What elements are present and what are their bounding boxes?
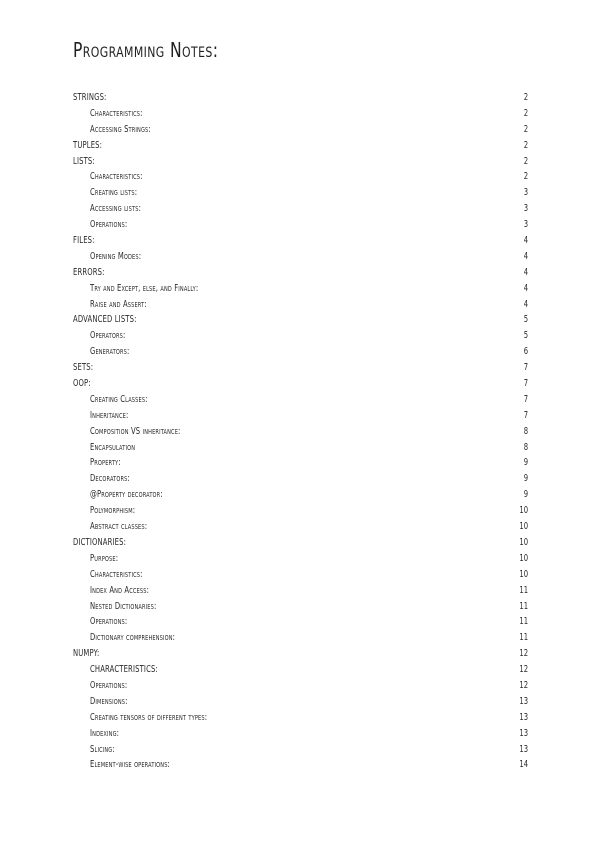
toc-entry-label: @Property decorator: — [90, 489, 163, 501]
toc-entry-label: Abstract classes: — [90, 521, 148, 533]
toc-entry-page-number: 5 — [523, 314, 528, 326]
toc-entry-page-number: 13 — [519, 711, 528, 723]
toc-entry[interactable] — [73, 297, 528, 313]
toc-entry-label: Property: — [90, 457, 121, 469]
toc-entry-page-number: 12 — [519, 648, 528, 660]
toc-entry-label: Opening Modes: — [90, 250, 142, 262]
toc-entry-label: Nested Dictionaries: — [90, 600, 157, 612]
toc-entry-label: Characteristics: — [90, 568, 143, 580]
toc-entry-label: LISTS: — [73, 155, 95, 167]
toc-entry-page-number: 8 — [523, 425, 528, 437]
toc-entry-label: Accessing Strings: — [90, 123, 151, 135]
toc-entry[interactable] — [73, 185, 528, 201]
toc-entry-page-number: 11 — [519, 616, 528, 628]
toc-entry-label: Operations: — [90, 616, 128, 628]
toc-entry-page-number: 7 — [523, 409, 528, 421]
toc-entry-page-number: 13 — [519, 695, 528, 707]
toc-entry-label: Raise and Assert: — [90, 298, 147, 310]
toc-entry-label: Dictionary comprehension: — [90, 632, 176, 644]
toc-entry[interactable] — [73, 694, 528, 710]
toc-entry-label: Operators: — [90, 330, 126, 342]
toc-entry[interactable] — [73, 312, 528, 328]
toc-entry-label: Dimensions: — [90, 695, 128, 707]
toc-entry[interactable] — [73, 757, 528, 773]
toc-entry-page-number: 14 — [519, 759, 528, 771]
toc-entry-label: ERRORS: — [73, 266, 105, 278]
toc-entry-page-number: 4 — [523, 282, 528, 294]
toc-entry-page-number: 10 — [519, 552, 528, 564]
toc-entry[interactable] — [73, 535, 528, 551]
toc-entry[interactable] — [73, 662, 528, 678]
toc-entry-label: Characteristics: — [90, 107, 143, 119]
toc-entry[interactable] — [73, 630, 528, 646]
toc-entry[interactable] — [73, 122, 528, 138]
toc-entry[interactable] — [73, 233, 528, 249]
toc-entry[interactable] — [73, 154, 528, 170]
toc-entry-label: SETS: — [73, 362, 94, 374]
page-title: Programming Notes: — [73, 38, 219, 62]
toc-entry-page-number: 6 — [523, 346, 528, 358]
toc-entry[interactable] — [73, 503, 528, 519]
toc-entry[interactable] — [73, 614, 528, 630]
toc-entry[interactable] — [73, 328, 528, 344]
toc-entry-label: Decorators: — [90, 473, 130, 485]
toc-entry-label: STRINGS: — [73, 92, 107, 103]
toc-entry[interactable] — [73, 726, 528, 742]
toc-entry[interactable] — [73, 265, 528, 281]
toc-entry-page-number: 7 — [523, 362, 528, 374]
toc-entry[interactable] — [73, 138, 528, 154]
toc-entry[interactable] — [73, 519, 528, 535]
toc-entry-page-number: 13 — [519, 743, 528, 755]
toc-entry[interactable] — [73, 455, 528, 471]
toc-entry-page-number: 4 — [523, 250, 528, 262]
toc-entry[interactable] — [73, 742, 528, 758]
toc-entry-label: NUMPY: — [73, 648, 100, 660]
table-of-contents — [73, 90, 528, 773]
toc-entry-page-number: 12 — [519, 664, 528, 676]
toc-entry-page-number: 7 — [523, 393, 528, 405]
toc-entry-label: OOP: — [73, 378, 91, 390]
toc-entry-page-number: 5 — [523, 330, 528, 342]
toc-entry-page-number: 11 — [519, 600, 528, 612]
toc-entry-page-number: 2 — [523, 107, 528, 119]
toc-entry[interactable] — [73, 678, 528, 694]
toc-entry-label: Generators: — [90, 346, 130, 358]
toc-entry-page-number: 10 — [519, 568, 528, 580]
toc-entry-page-number: 11 — [519, 584, 528, 596]
toc-entry-label: Creating tensors of different types: — [90, 711, 208, 723]
toc-entry[interactable] — [73, 583, 528, 599]
toc-entry-page-number: 2 — [523, 155, 528, 167]
toc-entry[interactable] — [73, 487, 528, 503]
toc-entry[interactable] — [73, 90, 528, 106]
toc-entry[interactable] — [73, 360, 528, 376]
toc-entry[interactable] — [73, 551, 528, 567]
toc-entry-label: Inheritance: — [90, 409, 129, 421]
toc-entry-page-number: 13 — [519, 727, 528, 739]
toc-entry-page-number: 9 — [523, 457, 528, 469]
toc-entry-label: Creating lists: — [90, 187, 138, 199]
toc-entry-page-number: 4 — [523, 235, 528, 247]
toc-entry-label: Encapsulation — [90, 441, 136, 453]
toc-entry-page-number: 3 — [523, 203, 528, 215]
toc-entry-page-number: 3 — [523, 219, 528, 231]
toc-entry-label: Index And Access: — [90, 584, 150, 596]
toc-entry-label: CHARACTERISTICS: — [90, 664, 158, 676]
toc-entry-page-number: 11 — [519, 632, 528, 644]
toc-entry-page-number: 4 — [523, 266, 528, 278]
toc-entry-label: Characteristics: — [90, 171, 143, 183]
toc-entry-page-number: 10 — [519, 536, 528, 548]
toc-entry-label: Creating Classes: — [90, 393, 148, 405]
toc-entry-label: Indexing: — [90, 727, 120, 739]
toc-entry[interactable] — [73, 392, 528, 408]
toc-entry[interactable] — [73, 106, 528, 122]
toc-entry-page-number: 2 — [523, 123, 528, 135]
toc-entry-label: Try and Except, else, and Finally: — [90, 282, 199, 294]
toc-entry[interactable] — [73, 376, 528, 392]
toc-entry-page-number: 8 — [523, 441, 528, 453]
toc-entry-label: FILES: — [73, 235, 95, 247]
toc-entry[interactable] — [73, 169, 528, 185]
toc-entry[interactable] — [73, 567, 528, 583]
toc-entry[interactable] — [73, 599, 528, 615]
toc-entry-page-number: 12 — [519, 679, 528, 691]
toc-entry[interactable] — [73, 344, 528, 360]
toc-entry-label: Operations: — [90, 679, 128, 691]
toc-entry[interactable] — [73, 201, 528, 217]
toc-entry-label: ADVANCED LISTS: — [73, 314, 137, 326]
toc-entry-label: Purpose: — [90, 552, 119, 564]
toc-entry-page-number: 2 — [523, 139, 528, 151]
toc-entry[interactable] — [73, 710, 528, 726]
toc-entry[interactable] — [73, 424, 528, 440]
toc-entry[interactable] — [73, 281, 528, 297]
toc-entry-label: Polymorphism: — [90, 505, 136, 517]
toc-entry-label: Element-wise operations: — [90, 759, 170, 771]
toc-entry-label: Accessing lists: — [90, 203, 142, 215]
toc-entry-page-number: 2 — [523, 92, 528, 103]
toc-entry[interactable] — [73, 249, 528, 265]
toc-entry-label: DICTIONARIES: — [73, 536, 127, 548]
toc-entry[interactable] — [73, 217, 528, 233]
toc-entry-page-number: 9 — [523, 489, 528, 501]
toc-entry-page-number: 4 — [523, 298, 528, 310]
toc-entry-page-number: 7 — [523, 378, 528, 390]
toc-entry-label: Operations: — [90, 219, 128, 231]
toc-entry-page-number: 10 — [519, 505, 528, 517]
toc-entry-page-number: 3 — [523, 187, 528, 199]
toc-entry-label: Slicing: — [90, 743, 115, 755]
toc-entry[interactable] — [73, 440, 528, 456]
toc-entry-page-number: 9 — [523, 473, 528, 485]
toc-entry-label: Composition VS inheritance: — [90, 425, 181, 437]
toc-entry-page-number: 10 — [519, 521, 528, 533]
toc-entry-label: TUPLES: — [73, 139, 103, 151]
toc-entry-page-number: 2 — [523, 171, 528, 183]
toc-entry[interactable] — [73, 471, 528, 487]
toc-entry[interactable] — [73, 408, 528, 424]
toc-entry[interactable] — [73, 646, 528, 662]
